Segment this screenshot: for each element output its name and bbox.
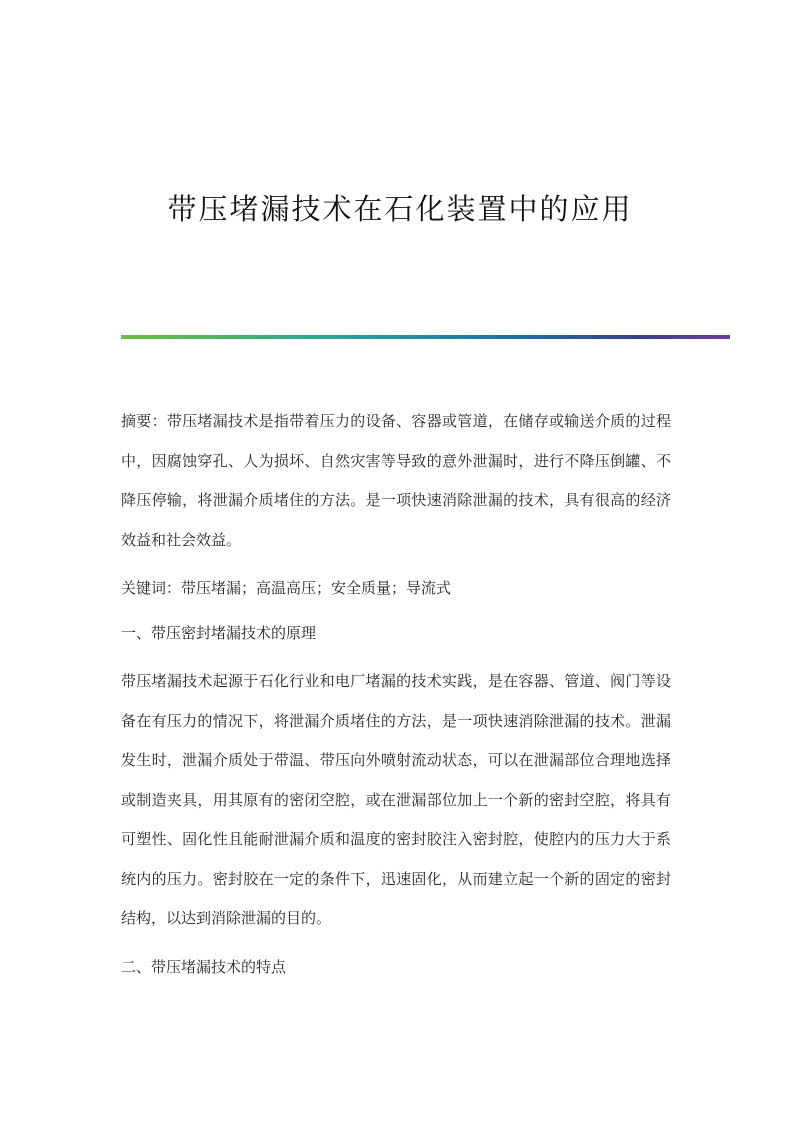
section-heading-1: 一、带压密封堵漏技术的原理 xyxy=(121,623,317,642)
section-1-paragraph: 带压堵漏技术起源于石化行业和电厂堵漏的技术实践，是在容器、管道、阀门等设备在有压力的情况下，将泄漏介质堵住的方法，是一项快速消除泄漏的技术。泄漏发生时，泄漏介质处于带温、带压向外喷射流动状态，可以在泄漏部位合理地选择或制造夹具，用其原有的密闭空腔，或在泄漏部位加上一个新的密封空腔，将具有可塑性、固化性且能耐泄漏介质和温度的密封胶注入密封腔，使腔内的压力大于系统内的压力。密封胶在一定的条件下，迅速固化，从而建立起一个新的固定的密封结构，以达到消除泄漏的目的。 xyxy=(121,672,671,927)
keywords-line: 关键词：带压堵漏；高温高压；安全质量；导流式 xyxy=(121,579,452,597)
title-divider xyxy=(121,335,730,339)
document-title: 带压堵漏技术在石化装置中的应用 xyxy=(167,192,633,226)
abstract-paragraph: 摘要：带压堵漏技术是指带着压力的设备、容器或管道，在储存或输送介质的过程中，因腐蚀穿孔、人为损坏、自然灾害等导致的意外泄漏时，进行不降压倒罐、不降压停输，将泄漏介质堵住的方法。是一项快速消除泄漏的技术，具有很高的经济效益和社会效益。 xyxy=(121,412,671,549)
document-body xyxy=(121,402,671,987)
section-heading-2: 二、带压堵漏技术的特点 xyxy=(121,957,287,976)
